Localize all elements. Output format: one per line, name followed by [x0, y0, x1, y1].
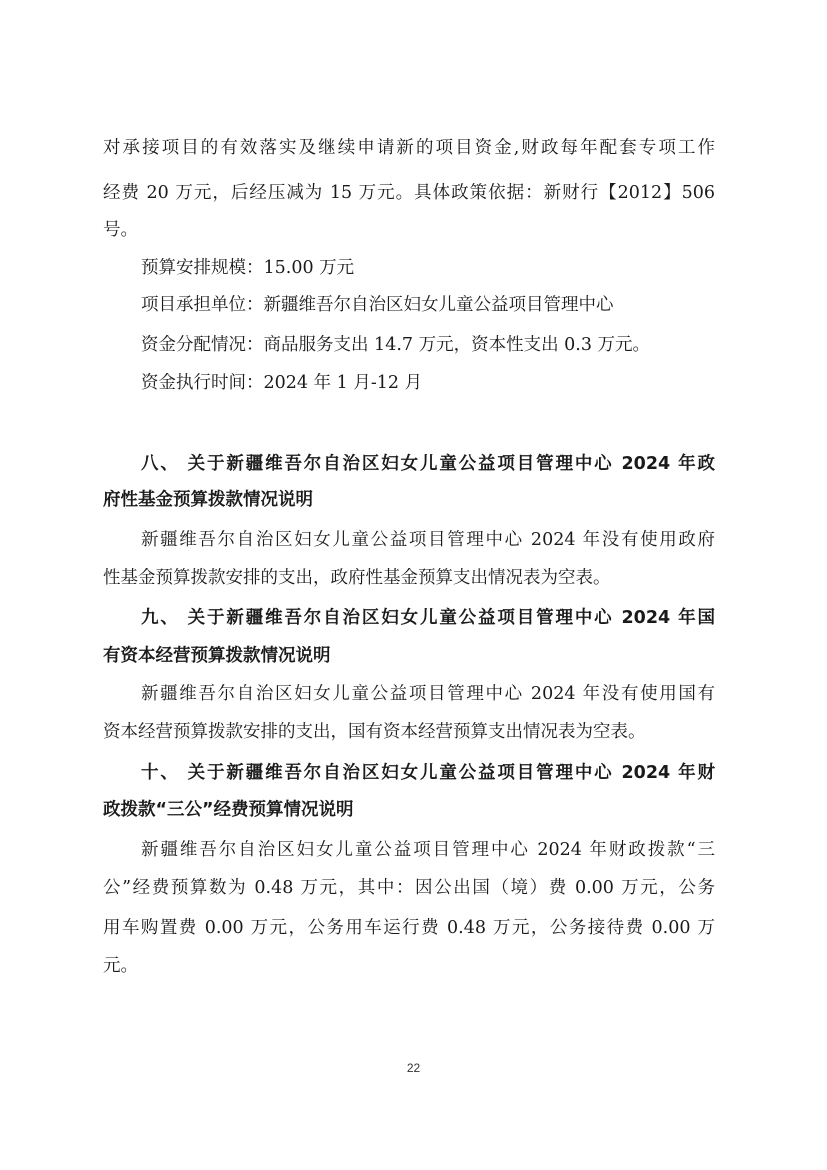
section-10-body-cont: 用车购置费 0.00 万元，公务用车运行费 0.48 万元，公务接待费 0.00 万: [103, 918, 715, 938]
paragraph-line: 号。: [103, 220, 138, 240]
page-number: 22: [406, 1061, 421, 1075]
detail-responsible-unit: 项目承担单位：新疆维吾尔自治区妇女儿童公益项目管理中心: [141, 295, 614, 315]
section-10-body-cont: 公”经费预算数为 0.48 万元，其中：因公出国（境）费 0.00 万元，公务: [103, 878, 715, 898]
section-10-heading: 十、 关于新疆维吾尔自治区妇女儿童公益项目管理中心 2024 年财: [141, 763, 715, 783]
section-10-body: 新疆维吾尔自治区妇女儿童公益项目管理中心 2024 年财政拨款“三: [141, 840, 715, 860]
detail-fund-allocation: 资金分配情况：商品服务支出 14.7 万元，资本性支出 0.3 万元。: [141, 335, 651, 355]
section-10-heading-cont: 政拨款“三公”经费预算情况说明: [103, 800, 354, 820]
section-9-body: 新疆维吾尔自治区妇女儿童公益项目管理中心 2024 年没有使用国有: [141, 684, 715, 704]
paragraph-line: 经费 20 万元，后经压减为 15 万元。具体政策依据：新财行【2012】506: [103, 183, 715, 203]
section-9-body-cont: 资本经营预算拨款安排的支出，国有资本经营预算支出情况表为空表。: [103, 722, 646, 742]
section-8-heading-cont: 府性基金预算拨款情况说明: [103, 490, 313, 510]
section-9-heading: 九、 关于新疆维吾尔自治区妇女儿童公益项目管理中心 2024 年国: [141, 608, 715, 628]
paragraph-line: 对承接项目的有效落实及继续申请新的项目资金,财政每年配套专项工作: [103, 138, 715, 158]
section-10-body-end: 元。: [103, 956, 138, 976]
detail-execution-time: 资金执行时间：2024 年 1 月-12 月: [141, 373, 423, 393]
section-8-body-cont: 性基金预算拨款安排的支出，政府性基金预算支出情况表为空表。: [103, 568, 611, 588]
section-8-body: 新疆维吾尔自治区妇女儿童公益项目管理中心 2024 年没有使用政府: [141, 530, 715, 550]
detail-budget-scale: 预算安排规模：15.00 万元: [141, 258, 355, 278]
section-9-heading-cont: 有资本经营预算拨款情况说明: [103, 646, 331, 666]
section-8-heading: 八、 关于新疆维吾尔自治区妇女儿童公益项目管理中心 2024 年政: [141, 454, 715, 474]
